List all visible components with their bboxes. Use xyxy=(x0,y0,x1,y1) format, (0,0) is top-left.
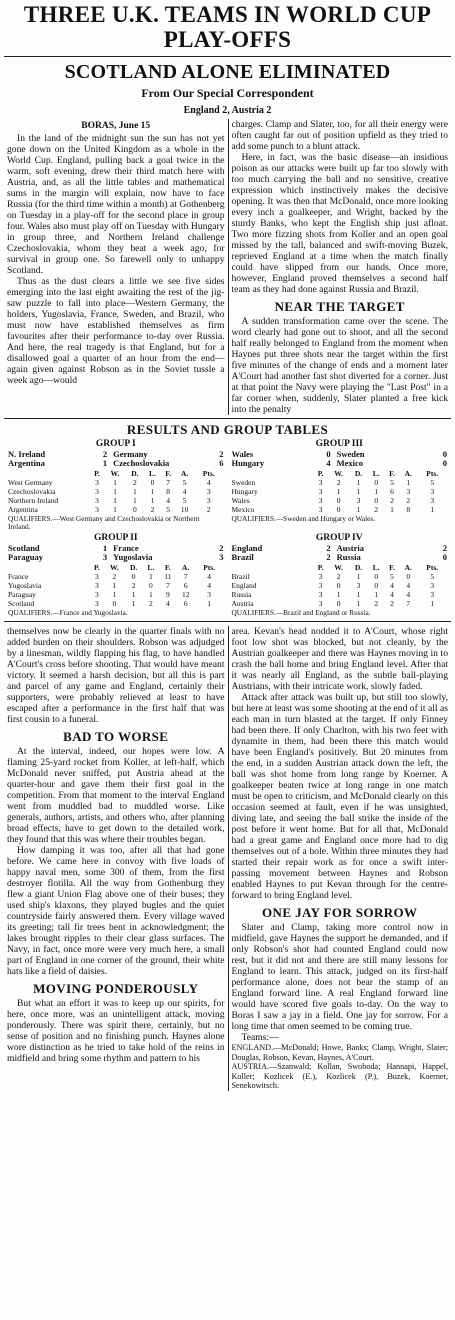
table-cell: 0 xyxy=(374,496,379,505)
table-cell: Brazil xyxy=(231,572,250,581)
table-cell: 3 xyxy=(206,496,211,505)
paragraph: Attack after attack was built up, but still too slowly, but here at least was some shooting at the end of it all as each man in turn blasted at the target. If only Finney had been there. If only Charlton, with his two feet with dynamite in them, had been there this match would have been England's positively. But 20 minutes from the end, in a sudden Austrian attack down the left, the ball was shot home from long range by Koerner. A goalkeeper beaten twice at long range in one match must be open to criticism, and McDonald clearly on this occasion seemed at fault, even if he was unsighted, diving late, and seeing the ball strike the inside of the post before it went home. But for all that, McDonald had a great game and England once more had to dig themselves out of a hole. Within three minutes they had started their repair work as for once a swift inter-passing movement between Haynes and Robson enabled Haynes to put Kevan through for the centre-forward to bring England level. xyxy=(231,692,448,901)
column-header: W. xyxy=(334,469,343,478)
table-cell: 1 xyxy=(148,572,153,581)
table-cell: 2 xyxy=(406,496,411,505)
column-header xyxy=(232,563,314,572)
team-name: Paraguay xyxy=(8,552,43,562)
results-row-1 xyxy=(4,440,451,531)
team-name: Sweden xyxy=(336,449,365,459)
table-cell: 12 xyxy=(181,590,190,599)
team-score: 0 xyxy=(442,449,447,459)
column-header xyxy=(232,469,314,478)
table-cell: 3 xyxy=(430,590,435,599)
column-header: A. xyxy=(182,563,190,572)
group-block xyxy=(4,534,228,617)
column-header: W. xyxy=(334,563,343,572)
group-title: GROUP IV xyxy=(315,533,363,543)
byline: From Our Special Correspondent xyxy=(141,86,314,100)
group-title: GROUP I xyxy=(95,439,136,449)
table-row xyxy=(232,590,448,599)
paragraph: themselves now be clearly in the quarter finals with no added burden on their shoulders. Robson was adjudged by a linesman, wildly flapping his flag, to have handled A'Court's cross before shooting. That would have meant victory. It seemed a harsh decision, but all this is part and parcel of any game and England, certainly their supporters, were probably relieved at least to have escaped after a performance in the first half that was first cousin to a funeral. xyxy=(7,626,225,725)
table-cell: 8 xyxy=(166,487,171,496)
table-cell: 0 xyxy=(336,599,341,608)
bottom-columns xyxy=(4,626,451,1091)
match-line xyxy=(8,553,224,562)
team-austria: AUSTRIA.—Szanwald; Kollan, Swoboda; Hannapi, Happel, Koller; Kozlicek (E.), Kozlicek (P.), Buzek, Koerner, Senekowitsch. xyxy=(231,1062,448,1090)
table-cell: Hungary xyxy=(231,487,258,496)
subhead-moving-ponderously: MOVING PONDEROUSLY xyxy=(33,981,199,996)
table-cell: 1 xyxy=(113,505,117,514)
table-cell: 0 xyxy=(336,581,341,590)
table-cell: 6 xyxy=(183,581,188,590)
table-cell: 2 xyxy=(374,599,379,608)
column-header: W. xyxy=(110,469,120,478)
table-cell: 1 xyxy=(374,590,379,599)
team-score: 4 xyxy=(326,458,331,468)
table-cell: 4 xyxy=(166,496,171,505)
column-header xyxy=(8,469,90,478)
column-header: D. xyxy=(354,563,363,572)
match-result: England 2, Austria 2 xyxy=(183,105,272,116)
column-header: Pts. xyxy=(203,563,216,572)
results-panel xyxy=(4,418,451,622)
table-cell: 1 xyxy=(374,487,379,496)
table-cell: 1 xyxy=(356,590,361,599)
column-header: L. xyxy=(147,563,155,572)
table-row xyxy=(8,505,224,514)
column-header: D. xyxy=(354,469,363,478)
table-cell: 3 xyxy=(406,487,411,496)
table-header-row xyxy=(232,469,448,478)
table-cell: 4 xyxy=(390,590,394,599)
table-cell: 10 xyxy=(180,505,189,514)
team-score: 0 xyxy=(326,449,331,459)
team-score: 2 xyxy=(102,449,108,459)
column-header: Pts. xyxy=(202,469,215,478)
table-cell: 5 xyxy=(390,572,394,581)
column-header: A. xyxy=(404,563,412,572)
table-cell: England xyxy=(231,581,257,590)
table-row xyxy=(8,581,224,590)
table-cell: 5 xyxy=(182,478,187,487)
table-cell: 1 xyxy=(356,599,361,608)
table-cell: 3 xyxy=(430,487,435,496)
column-header: F. xyxy=(165,469,172,478)
team-score: 6 xyxy=(219,458,224,468)
team-name: France xyxy=(113,543,139,553)
table-cell: 6 xyxy=(390,487,394,496)
table-cell: 3 xyxy=(207,590,211,599)
table-cell: 1 xyxy=(406,478,411,487)
top-columns xyxy=(4,119,451,415)
team-score: 1 xyxy=(102,458,108,468)
column-header: P. xyxy=(94,469,100,478)
table-cell: 9 xyxy=(166,590,170,599)
table-cell: West Germany xyxy=(8,478,53,487)
table-cell: 4 xyxy=(206,478,211,487)
table-cell: 1 xyxy=(336,590,341,599)
column-header: A. xyxy=(181,469,189,478)
column-header: F. xyxy=(389,469,395,478)
table-header-row xyxy=(8,563,224,572)
table-cell: 5 xyxy=(182,496,187,505)
team-score: 2 xyxy=(442,543,447,553)
table-cell: 0 xyxy=(374,572,379,581)
group-title: GROUP II xyxy=(93,533,138,543)
newspaper-page xyxy=(4,2,451,1318)
table-cell: 3 xyxy=(318,590,323,599)
table-header-row xyxy=(232,563,448,572)
table-cell: 1 xyxy=(148,590,153,599)
qualifiers-note: QUALIFIERS.—Sweden and Hungary or Wales. xyxy=(231,514,376,523)
table-cell: 4 xyxy=(406,590,411,599)
paragraph: area. Kevan's head nodded it to A'Court, whose right foot low shot was blocked, but not cleanly, by the Austrian goalkeeper and there was Haynes moving in to crash the ball home and bring England level. After that it was nearly all England, as the subtle ball-playing Austrians, with their intricate work, slowly faded. xyxy=(231,626,448,692)
table-cell: 4 xyxy=(390,581,394,590)
table-cell: 1 xyxy=(113,478,117,487)
group-table xyxy=(8,469,224,514)
column-header: Pts. xyxy=(426,563,439,572)
team-name: N. Ireland xyxy=(8,449,46,459)
table-cell: 5 xyxy=(430,572,435,581)
column-header: P. xyxy=(93,563,100,572)
group-table xyxy=(232,469,448,514)
bottom-right-column xyxy=(228,626,452,1091)
table-row xyxy=(8,599,224,608)
table-cell: 1 xyxy=(207,599,211,608)
match-line xyxy=(8,459,224,468)
group-block xyxy=(4,440,228,531)
bottom-left-column xyxy=(4,626,228,1091)
table-cell: 3 xyxy=(318,487,323,496)
team-name: England xyxy=(231,543,263,553)
table-cell: Northern Ireland xyxy=(8,496,59,505)
team-score: 0 xyxy=(442,458,447,468)
table-cell: 0 xyxy=(374,478,379,487)
table-cell: Scotland xyxy=(8,599,35,608)
team-score: 2 xyxy=(219,543,224,553)
group-table xyxy=(8,563,224,608)
subheadline: SCOTLAND ALONE ELIMINATED xyxy=(64,61,391,83)
table-cell: 4 xyxy=(207,581,211,590)
table-cell: 3 xyxy=(94,590,99,599)
qualifiers-note: QUALIFIERS.—West Germany and Czechoslovakia or Northern Ireland. xyxy=(8,514,200,531)
table-cell: Austria xyxy=(231,599,254,608)
top-left-column xyxy=(4,119,228,415)
paragraph: Here, in fact, was the basic disease—an insidious poison as our attacks were built up far too slowly with too much carrying the ball and no sensitive, creative expression which instinctively makes the decisive opening. It was then that McDonald, once more looking every inch a goalkeeper, and Wright, backed by the sturdy Banks, who kept the English ship just afloat. Two more fizzing shots from Koller and an open goal missed by the tall, balanced and swift-moving Buzek, reprieved England at a time when the match finally could have slipped from our hands. Once more, however, England proved themselves a second half team as they had done against Russia and Brazil. xyxy=(231,152,448,295)
results-row-2 xyxy=(4,534,451,617)
team-name: Argentina xyxy=(8,458,45,468)
column-header: P. xyxy=(317,563,324,572)
group-title: GROUP III xyxy=(315,439,363,449)
team-score: 3 xyxy=(102,552,108,562)
headline: THREE U.K. TEAMS IN WORLD CUP PLAY-OFFS xyxy=(23,2,432,52)
table-cell: 3 xyxy=(356,496,361,505)
table-cell: 0 xyxy=(406,572,411,581)
paragraph: At the interval, indeed, our hopes were low. A flaming 25-yard rocket from Koller, at left-half, which McDonald never sniffed, put Austria ahead at the quarter-hour and gave them their first goal in the competition. From that moment to the interval England went from muddled bad to muddled worse. Like generals, authors, artists, and others who, after planning broad effects, have to get down to the detailed work, they found that this was where their troubles began. xyxy=(7,746,225,845)
paragraph: Slater and Clamp, taking more control now in midfield, gave Haynes the support he demanded, and if only Robson's shot had counted England could now rest, but it did not and there are still many lessons for England to learn. This attack, judged on its first-half performance alone, does not bear the stamp of an England forward line. A real England forward line would have scored five goals to-day. On the way to Boras I saw a jay in a field. One jay for sorrow. For a long time that omen seemed to be coming true. xyxy=(231,922,448,1032)
table-cell: 3 xyxy=(318,572,323,581)
table-cell: 6 xyxy=(183,599,188,608)
table-cell: 7 xyxy=(166,581,170,590)
team-name: Hungary xyxy=(231,458,265,468)
table-cell: 3 xyxy=(430,496,435,505)
teams-label: Teams:— xyxy=(241,1032,279,1043)
table-cell: France xyxy=(8,572,29,581)
column-header: W. xyxy=(110,563,119,572)
table-cell: 3 xyxy=(318,599,323,608)
table-cell: 1 xyxy=(131,590,136,599)
results-title: RESULTS AND GROUP TABLES xyxy=(126,422,329,437)
table-cell: 2 xyxy=(206,505,211,514)
table-cell: 3 xyxy=(318,478,323,487)
table-cell: 1 xyxy=(356,505,361,514)
team-name: Scotland xyxy=(8,543,40,553)
table-cell: 11 xyxy=(164,572,172,581)
team-name: Czechoslovakia xyxy=(113,458,170,468)
table-cell: 2 xyxy=(374,505,379,514)
table-cell: 3 xyxy=(318,496,323,505)
team-score: 3 xyxy=(219,552,224,562)
table-cell: 0 xyxy=(131,572,136,581)
table-header-row xyxy=(8,469,224,478)
top-right-column xyxy=(228,119,452,415)
table-row xyxy=(232,581,448,590)
table-cell: Czechoslovakia xyxy=(8,487,56,496)
column-header: L. xyxy=(372,563,380,572)
table-cell: 0 xyxy=(374,581,379,590)
team-score: 2 xyxy=(219,449,224,459)
column-header: P. xyxy=(317,469,324,478)
table-cell: 1 xyxy=(113,487,117,496)
table-cell: 3 xyxy=(430,581,435,590)
table-cell: 3 xyxy=(95,487,99,496)
table-cell: 2 xyxy=(390,496,394,505)
team-england: ENGLAND.—McDonald; Howe, Banks; Clamp, Wright, Slater; Douglas, Robson, Kevan, Haynes, A'Court. xyxy=(231,1043,448,1062)
column-header: L. xyxy=(372,469,380,478)
table-cell: 3 xyxy=(94,581,99,590)
column-header: F. xyxy=(389,563,395,572)
team-name: Austria xyxy=(336,543,364,553)
table-cell: 2 xyxy=(148,599,153,608)
table-row xyxy=(8,487,224,496)
team-score: 1 xyxy=(102,543,108,553)
table-row xyxy=(232,505,448,514)
table-cell: Paraguay xyxy=(8,590,36,599)
table-cell: Yugoslavia xyxy=(8,581,42,590)
headline-rule xyxy=(4,56,451,57)
table-cell: 3 xyxy=(356,581,361,590)
table-cell: Russia xyxy=(231,590,252,599)
column-header: D. xyxy=(130,563,138,572)
table-row xyxy=(232,599,448,608)
table-cell: 1 xyxy=(132,487,137,496)
column-header: L. xyxy=(149,469,156,478)
team-score: 2 xyxy=(326,552,331,562)
group-table xyxy=(232,563,448,608)
table-row xyxy=(232,496,448,505)
table-cell: 3 xyxy=(318,581,323,590)
match-line xyxy=(232,459,448,468)
table-cell: 2 xyxy=(390,599,394,608)
table-cell: Sweden xyxy=(231,478,256,487)
table-row xyxy=(232,572,448,581)
table-row xyxy=(8,572,224,581)
table-cell: 2 xyxy=(131,581,136,590)
table-cell: 1 xyxy=(131,599,136,608)
team-score: 2 xyxy=(326,543,331,553)
table-row xyxy=(232,478,448,487)
table-cell: 8 xyxy=(406,505,411,514)
subhead-one-jay: ONE JAY FOR SORROW xyxy=(262,905,418,920)
table-cell: 4 xyxy=(207,572,211,581)
table-row xyxy=(232,487,448,496)
table-cell: 3 xyxy=(94,572,99,581)
table-cell: 2 xyxy=(336,478,341,487)
column-header: F. xyxy=(164,563,171,572)
paragraph: But what an effort it was to keep up our spirits, for here, once more, was an unintelligent attack, moving ponderously. There was spirit there, certainly, but no sense of position and no finishing punch. Haynes alone wore distinction as he tried to take hold of the reins in midfield and bring some rhythm and pattern to his xyxy=(7,998,225,1064)
table-cell: 1 xyxy=(430,505,435,514)
paragraph: charges. Clamp and Slater, too, for all their energy were often caught far out of position upfield as they tried to add some punch to a blunt attack. xyxy=(231,119,448,152)
table-cell: 0 xyxy=(150,478,155,487)
table-cell: 1 xyxy=(150,496,155,505)
table-cell: 1 xyxy=(356,487,361,496)
team-name: Mexico xyxy=(336,458,364,468)
table-cell: 1 xyxy=(150,487,155,496)
table-cell: 3 xyxy=(318,505,323,514)
team-name: Wales xyxy=(231,449,254,459)
table-cell: 1 xyxy=(112,581,117,590)
table-cell: 2 xyxy=(112,572,117,581)
table-cell: Wales xyxy=(231,496,250,505)
column-header xyxy=(8,563,90,572)
column-header: Pts. xyxy=(426,469,439,478)
table-cell: 0 xyxy=(132,505,137,514)
match-line xyxy=(232,553,448,562)
table-cell: 1 xyxy=(112,590,117,599)
table-cell: Argentina xyxy=(8,505,38,514)
group-block xyxy=(228,440,452,531)
paragraph: A sudden transformation came over the scene. The word clearly had gone out to shoot, and all the second half really belonged to England from the moment when Haynes put three shots near the target within the first five minutes of the change of ends and a moment later A'Court had another fast shot diverted for a corner. Just at that point the Navy were playing the "Last Post" in a far corner when, suddenly, Slater planted a free kick into the penalty xyxy=(231,316,448,415)
subhead-near-target: NEAR THE TARGET xyxy=(274,299,405,314)
table-cell: 0 xyxy=(148,581,153,590)
qualifiers-note: QUALIFIERS.—Brazil and England or Russia. xyxy=(231,608,371,617)
subhead-bad-to-worse: BAD TO WORSE xyxy=(63,729,169,744)
table-cell: 5 xyxy=(390,478,394,487)
table-cell: Mexico xyxy=(231,505,255,514)
table-cell: 7 xyxy=(166,478,171,487)
table-cell: 3 xyxy=(95,505,99,514)
team-name: Russia xyxy=(336,552,361,562)
table-cell: 4 xyxy=(182,487,187,496)
column-header: A. xyxy=(404,469,412,478)
table-cell: 1 xyxy=(356,572,361,581)
table-cell: 0 xyxy=(336,496,341,505)
table-cell: 7 xyxy=(183,572,188,581)
table-row xyxy=(8,590,224,599)
table-cell: 5 xyxy=(430,478,435,487)
table-cell: 3 xyxy=(206,487,211,496)
table-cell: 2 xyxy=(336,572,341,581)
table-cell: 4 xyxy=(406,581,411,590)
table-cell: 3 xyxy=(95,496,99,505)
table-cell: 5 xyxy=(166,505,171,514)
table-cell: 1 xyxy=(356,478,361,487)
table-cell: 0 xyxy=(112,599,117,608)
table-cell: 1 xyxy=(430,599,435,608)
table-cell: 7 xyxy=(406,599,411,608)
qualifiers-note: QUALIFIERS.—France and Yugoslavia. xyxy=(8,608,128,617)
table-cell: 1 xyxy=(113,496,117,505)
table-cell: 2 xyxy=(132,478,137,487)
team-name: Yugoslavia xyxy=(113,552,153,562)
table-cell: 1 xyxy=(132,496,137,505)
table-cell: 1 xyxy=(390,505,394,514)
table-row xyxy=(8,496,224,505)
table-cell: 3 xyxy=(95,478,99,487)
dateline: BORAS, June 15 xyxy=(81,121,151,131)
paragraph: How damping it was too, after all that had gone before. We came here in convoy with five loads of happy naval men, some 300 of them, from the first destroyer flotilla. All the way from Gothenburg they flew a giant Union Flag above one of their buses; they used ship's klaxons, they played bugles and the quiet countryside fairly answered them. Every village waved its greeting; tall fir trees bent in acknowledgment; the lakes brought ripples to their clear glass surfaces. The Navy, in fact, once more were very much here, a small part of England in one corner of the ground, their white hats like a field of daisies. xyxy=(7,845,225,977)
table-cell: 3 xyxy=(94,599,99,608)
table-cell: 4 xyxy=(166,599,170,608)
team-name: Brazil xyxy=(231,552,254,562)
group-block xyxy=(228,534,452,617)
table-cell: 2 xyxy=(150,505,155,514)
table-cell: 0 xyxy=(336,505,341,514)
team-score: 0 xyxy=(442,552,447,562)
column-header: D. xyxy=(131,469,139,478)
paragraph: Thus as the dust clears a little we see five sides emerging into the last eight awaiting the rest of the jig-saw puzzle to fall into place—Western Germany, the holders, Yugoslavia, France, Sweden, and Brazil, who must now have established themselves as firm favourites after their performance to-day over Russia. And here, the real tragedy is that England, but for a disallowed goal a quarter of an hour from the end—again given against Robson as in the Soviet tussle a week ago—would xyxy=(7,276,225,386)
table-cell: 1 xyxy=(336,487,341,496)
paragraph: In the land of the midnight sun the sun has not yet gone down on the United Kingdom as a whole in the World Cup. England, pulling back a goal twice in the warm, soft evening, drew their third match here with Austria, and, as all the little tables and mathematical sums in the margin will explain, now have to face Russia (for the third time within a month) at Gothenberg on Tuesday in a play-off for the second place in group four. Wales also must play off on Tuesday with Hungary in group three, and Northern Ireland challenge Czechoslovakia, whom they beat a week ago, for survival in group one. So farewell only to unhappy Scotland. xyxy=(7,133,225,276)
team-name: Germany xyxy=(113,449,148,459)
table-row xyxy=(8,478,224,487)
